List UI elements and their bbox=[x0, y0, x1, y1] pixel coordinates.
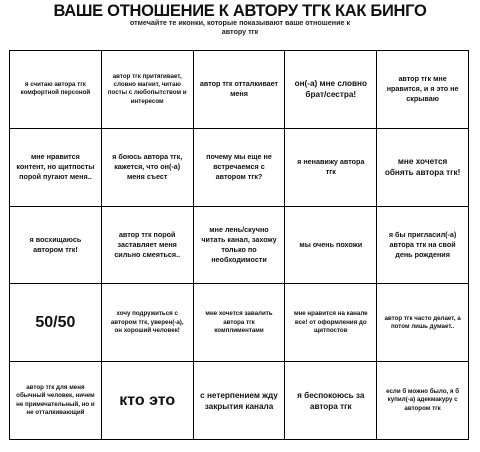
bingo-cell-text: я бы пригласил(-а) автора тгк на свой день рождения bbox=[388, 229, 457, 259]
bingo-cell[interactable] bbox=[285, 129, 377, 207]
bingo-cell-text: автор тгк мне нравится, и я это не скрываю bbox=[386, 74, 459, 104]
bingo-cell-text: я ненавижу автора тгк bbox=[297, 157, 365, 177]
bingo-cell-text: если б можно было, я б купил(-а) адекмакуру с автором тгк bbox=[386, 388, 460, 412]
bingo-cell[interactable] bbox=[377, 129, 469, 207]
bingo-cell[interactable] bbox=[194, 207, 286, 285]
bingo-cell-text: автор тгк отталкивает меня bbox=[199, 79, 279, 99]
bingo-cell[interactable] bbox=[285, 51, 377, 129]
bingo-cell-text: мне хочется завалить автора тгк комплиментами bbox=[205, 310, 273, 334]
page-title: ВАШЕ ОТНОШЕНИЕ К АВТОРУ ТГК КАК БИНГО bbox=[53, 2, 427, 20]
bingo-cell[interactable] bbox=[194, 129, 286, 207]
bingo-cell[interactable] bbox=[10, 51, 102, 129]
bingo-cell[interactable] bbox=[285, 284, 377, 362]
bingo-cell[interactable] bbox=[102, 129, 194, 207]
bingo-cell-text: я считаю автора тгк комфортной персоной bbox=[20, 81, 91, 97]
bingo-cell-text: с нетерпением жду закрытия канала bbox=[200, 390, 278, 411]
bingo-cell[interactable] bbox=[10, 207, 102, 285]
bingo-grid bbox=[9, 50, 469, 440]
bingo-cell[interactable] bbox=[285, 362, 377, 440]
bingo-cell[interactable] bbox=[377, 362, 469, 440]
bingo-cell[interactable] bbox=[377, 284, 469, 362]
bingo-cell-text: 50/50 bbox=[35, 313, 76, 331]
bingo-cell-text: я беспокоюсь за автора тгк bbox=[297, 390, 365, 411]
bingo-cell-text: мне хочется обнять автора тгк! bbox=[384, 157, 461, 178]
bingo-cell-text: мне нравится на канале все! от оформления до щитпостов bbox=[293, 310, 368, 334]
bingo-cell[interactable] bbox=[194, 362, 286, 440]
bingo-cell-text: я боюсь автора тгк, кажется, что он(-а) меня съест bbox=[112, 152, 183, 182]
bingo-cell-text: почему мы еще не встречаемся с автором тгк? bbox=[206, 152, 272, 182]
bingo-cell-text: автор тгк порой заставляет меня сильно смеяться.. bbox=[114, 229, 181, 259]
bingo-cell[interactable] bbox=[10, 129, 102, 207]
bingo-cell[interactable] bbox=[10, 284, 102, 362]
bingo-cell[interactable] bbox=[102, 51, 194, 129]
bingo-cell[interactable] bbox=[377, 51, 469, 129]
bingo-cell[interactable] bbox=[285, 207, 377, 285]
bingo-cell-text: он(-а) мне словно брат/сестра! bbox=[294, 79, 367, 100]
bingo-cell-text: автор тгк притягивает, словно магнит, читаю посты с любопытством и интересом bbox=[107, 72, 187, 105]
bingo-cell-text: автор тгк для меня обычный человек, ничем не примечательный, но и не отталкивающий bbox=[16, 384, 95, 416]
bingo-cell[interactable] bbox=[377, 207, 469, 285]
page-subtitle: отмечайте те иконки, которые показывают ваше отношение к автору тгк bbox=[129, 18, 351, 36]
bingo-cell-text: мне нравится контент, но щитпосты порой пугают меня.. bbox=[16, 152, 95, 182]
bingo-cell-text: автор тгк часто делает, а потом лишь думает.. bbox=[384, 314, 461, 330]
bingo-cell[interactable] bbox=[10, 362, 102, 440]
bingo-cell[interactable] bbox=[102, 362, 194, 440]
bingo-cell[interactable] bbox=[102, 284, 194, 362]
bingo-cell-text: хочу подружиться с автором тгк, уверен(-а), он хороший человек! bbox=[110, 310, 184, 334]
bingo-cell[interactable] bbox=[194, 284, 286, 362]
bingo-cell-text: мы очень похожи bbox=[299, 239, 363, 249]
bingo-cell-text: мне лень/скучно читать канал, захожу только по необходимости bbox=[201, 224, 277, 264]
bingo-cell[interactable] bbox=[102, 207, 194, 285]
bingo-cell[interactable] bbox=[194, 51, 286, 129]
bingo-cell-text: кто это bbox=[119, 391, 176, 409]
bingo-cell-text: я восхищаюсь автором тгк! bbox=[29, 234, 82, 254]
